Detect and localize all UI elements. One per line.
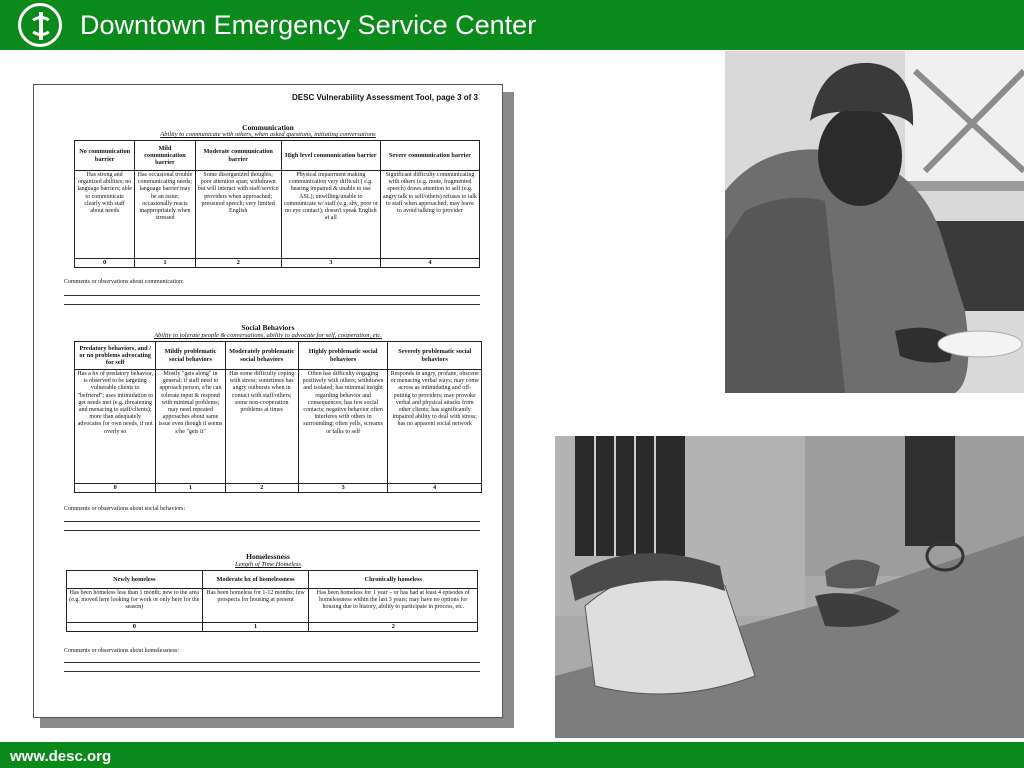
column-header: Chronically homeless [309, 571, 478, 589]
footer-url[interactable]: www.desc.org [10, 748, 112, 765]
score-cell: 2 [195, 259, 281, 268]
column-header: Predatory behaviors, and / or no problems advocating for self [75, 342, 156, 370]
description-cell: Responds in angry, profane, obscene or menacing verbal ways; may come across as intimidating and off-putting to providers; may provoke verbal and physical attacks from other clients; has significantly impaired ability to deal with stress; has no apparent social network [388, 370, 482, 484]
description-cell: Significant difficulty communicating with others (e.g. mute, fragmented speech) draws attention to self (e.g. angry talk to self/others) refuses to talk to staff when approached; may leave to avoid talking to provider [380, 171, 479, 259]
column-header: Mild communication barrier [135, 141, 195, 171]
comment-line [64, 530, 480, 531]
desc-logo [18, 3, 62, 47]
comment-line [64, 521, 480, 522]
description-cell: Has occasional trouble communicating needs; language barrier may be an issue; occasionally reacts inappropriately when stressed [135, 171, 195, 259]
comment-line [64, 304, 480, 305]
score-cell: 2 [309, 623, 478, 632]
description-cell: Has been homeless less than 1 month; new to the area (e.g. moved here looking for work or only here for the season) [67, 589, 203, 623]
score-cell: 2 [225, 484, 298, 493]
description-cell: Has strong and organized abilities; no language barriers; able to communicate clearly with staff about needs [75, 171, 135, 259]
header-title: Downtown Emergency Service Center [80, 10, 537, 40]
score-cell: 0 [75, 259, 135, 268]
social-subtitle: Ability to tolerate people & conversations, ability to advocate for self, cooperation, etc. [154, 332, 382, 339]
score-cell: 1 [156, 484, 225, 493]
photo-sidewalk-sleepers [555, 436, 1024, 738]
communication-table [74, 140, 480, 268]
homelessness-subtitle: Length of Time Homeless [235, 561, 301, 568]
column-header: Moderately problematic social behaviors [225, 342, 298, 370]
comment-line [64, 671, 480, 672]
column-header: No communication barrier [75, 141, 135, 171]
assessment-document [33, 84, 503, 718]
score-cell: 1 [202, 623, 309, 632]
communication-comment-label: Comments or observations about communication: [64, 279, 184, 285]
footer-bar [0, 742, 1024, 768]
document-page-header: DESC Vulnerability Assessment Tool, page 3 of 3 [292, 93, 478, 102]
column-header: Severe communication barrier [380, 141, 479, 171]
score-cell: 4 [380, 259, 479, 268]
comment-line [64, 295, 480, 296]
score-cell: 0 [67, 623, 203, 632]
comment-line [64, 662, 480, 663]
social-table [74, 341, 482, 493]
column-header: Highly problematic social behaviors [298, 342, 388, 370]
photo-man-illustration [725, 51, 1024, 393]
header-bar [0, 0, 1024, 50]
score-cell: 3 [298, 484, 388, 493]
description-cell: Physical impairment making communication very difficult ( e.g. hearing impaired & unable to use ASL); unwilling/unable to communicate w/ staff (e.g. shy, poor or no eye contact); doesn't speak English at all [281, 171, 380, 259]
social-title: Social Behaviors [241, 323, 295, 332]
photo-man-eating [725, 51, 1024, 393]
score-cell: 1 [135, 259, 195, 268]
homelessness-table [66, 570, 478, 632]
column-header: Severely problematic social behaviors [388, 342, 482, 370]
column-header: High level communication barrier [281, 141, 380, 171]
homelessness-title: Homelessness [246, 552, 290, 561]
score-cell: 4 [388, 484, 482, 493]
score-cell: 3 [281, 259, 380, 268]
communication-subtitle: Ability to communicate with others, when asked questions, initiating conversations [160, 131, 376, 138]
column-header: Moderate hx of homelessness [202, 571, 309, 589]
description-cell: Often has difficulty engaging positively with others; withdrawn and isolated; has minimal insight regarding behavior and consequences; has few social contacts; negative behavior often interferes with others in surrounding; often yells, screams or talks to self [298, 370, 388, 484]
communication-title: Communication [242, 123, 294, 132]
description-cell: Some disorganized thoughts; poor attention span; withdrawn but will interact with staff/service providers when approached; pressured speech; very limited English [195, 171, 281, 259]
column-header: Mildly problematic social behaviors [156, 342, 225, 370]
description-cell: Has a hx of predatory behavior, is observed to be targeting vulnerable clients to "befriend"; uses intimidation to get needs met (e.g. threatening and menacing to staff/clients); more than adequately advocates for own needs, if not overly so [75, 370, 156, 484]
column-header: Newly homeless [67, 571, 203, 589]
homelessness-comment-label: Comments or observations about homelessness: [64, 648, 179, 654]
column-header: Moderate communication barrier [195, 141, 281, 171]
photo-sidewalk-illustration [555, 436, 1024, 738]
social-comment-label: Comments or observations about social behaviors: [64, 506, 186, 512]
score-cell: 0 [75, 484, 156, 493]
description-cell: Has been homeless for 1-12 months; few prospects for housing at present [202, 589, 309, 623]
description-cell: Has been homeless for 1 year – or has had at least 4 episodes of homelessness within the last 3 years; may have no options for housing due to history, ability to participate in process, etc. [309, 589, 478, 623]
description-cell: Has some difficulty coping with stress; sometimes has angry outbursts when in contact with staff/others; some non-cooperation problems at times [225, 370, 298, 484]
description-cell: Mostly "gets along" in general; if staff need to approach person, s/he can tolerate input & respond with minimal problems; may need repeated approaches about same issue even though it seems s/he "gets it" [156, 370, 225, 484]
